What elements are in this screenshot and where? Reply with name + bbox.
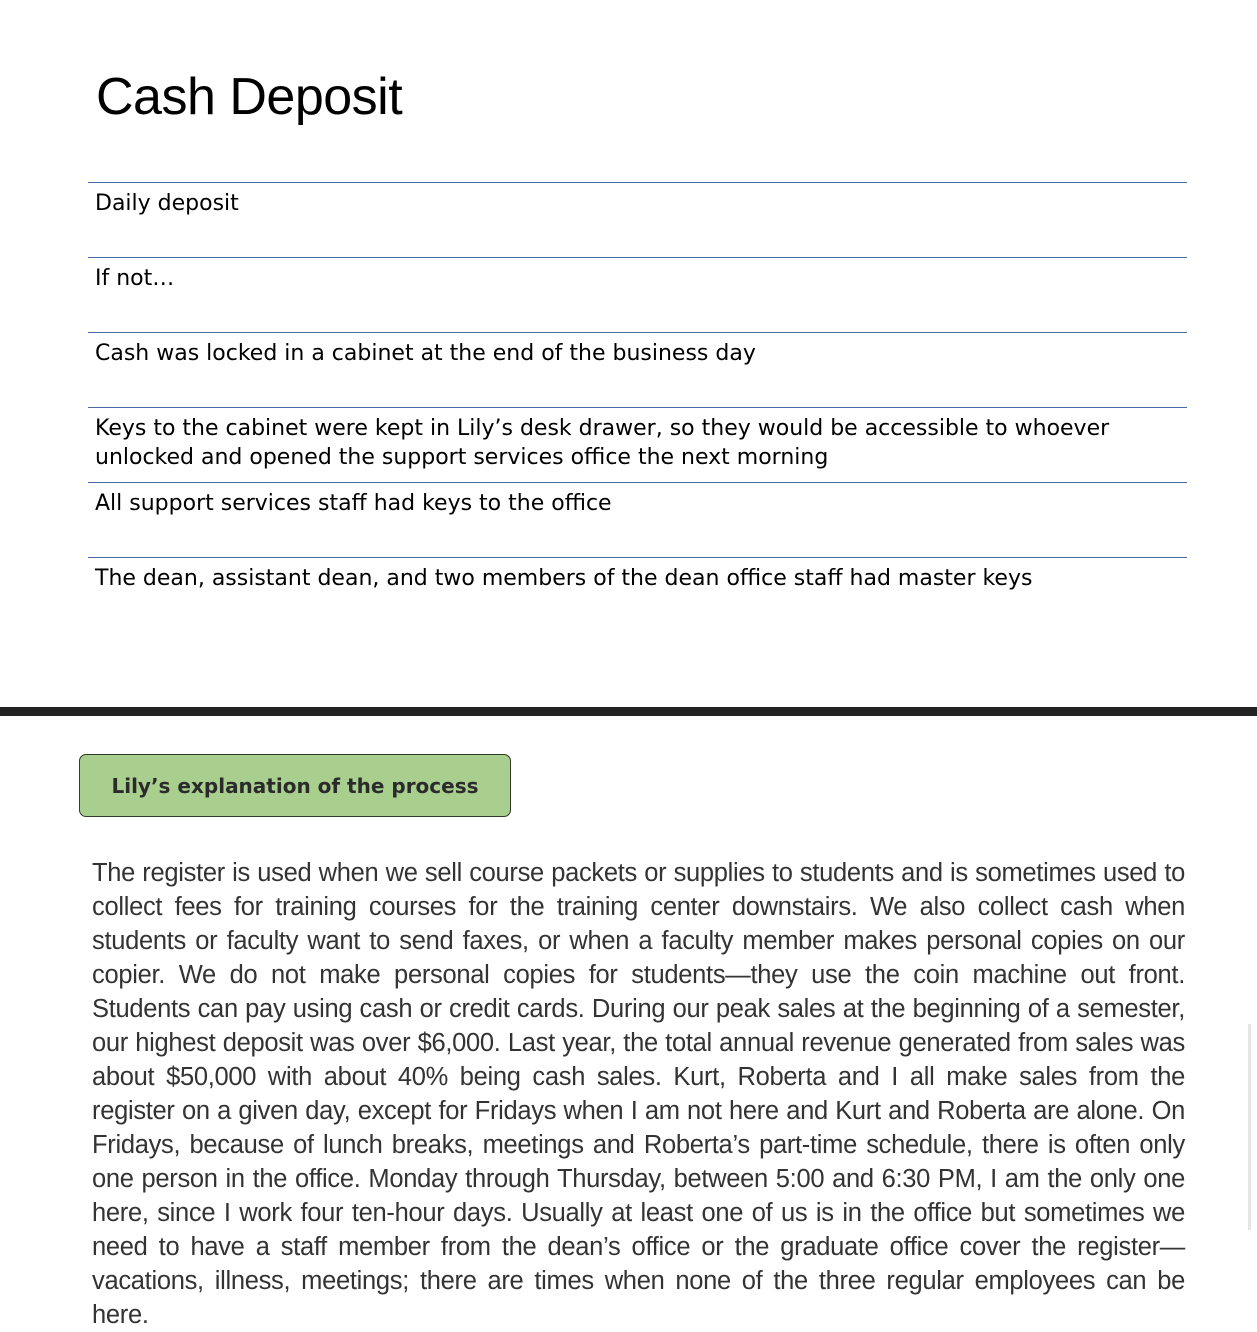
section-divider: [0, 707, 1257, 716]
explanation-paragraph: The register is used when we sell course packets or supplies to students and is sometimes used to collect fees for training courses for the training center downstairs. We also collect cash when students or faculty want to send faxes, or when a faculty member makes personal copies on our copier. We do not make personal copies for students—they use the coin machine out front. Students can pay using cash or credit cards. During our peak sales at the beginning of a semester, our highest deposit was over $6,000. Last year, the total annual revenue generated from sales was about $50,000 with about 40% being cash sales. Kurt, Roberta and I all make sales from the register on a given day, except for Fridays when I am not here and Kurt and Roberta are alone. On Fridays, because of lunch breaks, meetings and Roberta’s part-time schedule, there is often only one person in the office. Monday through Thursday, between 5:00 and 6:30 PM, I am the only one here, since I work four ten-hour days. Usually at least one of us is in the office but sometimes we need to have a staff member from the dean’s office or the graduate office cover the register—vacations, illness, meetings; there are times when none of the three regular employees can be here.: [92, 859, 1185, 1329]
bullet-office-keys: All support services staff had keys to the office: [88, 482, 1187, 557]
bullet-cash-locked: Cash was locked in a cabinet at the end of the business day: [88, 332, 1187, 407]
bullet-master-keys: The dean, assistant dean, and two members of the dean office staff had master keys: [88, 557, 1187, 637]
bullet-if-not: If not…: [88, 257, 1187, 332]
slide-title: Cash Deposit: [96, 68, 403, 126]
explanation-label: Lily’s explanation of the process: [79, 754, 511, 817]
slide-bullet-list: [88, 182, 1187, 637]
bullet-daily-deposit: Daily deposit: [88, 182, 1187, 257]
scroll-indicator: [1248, 1024, 1251, 1230]
bullet-cabinet-keys: Keys to the cabinet were kept in Lily’s desk drawer, so they would be accessible to whoever unlocked and opened the support services office the next morning: [88, 407, 1187, 482]
